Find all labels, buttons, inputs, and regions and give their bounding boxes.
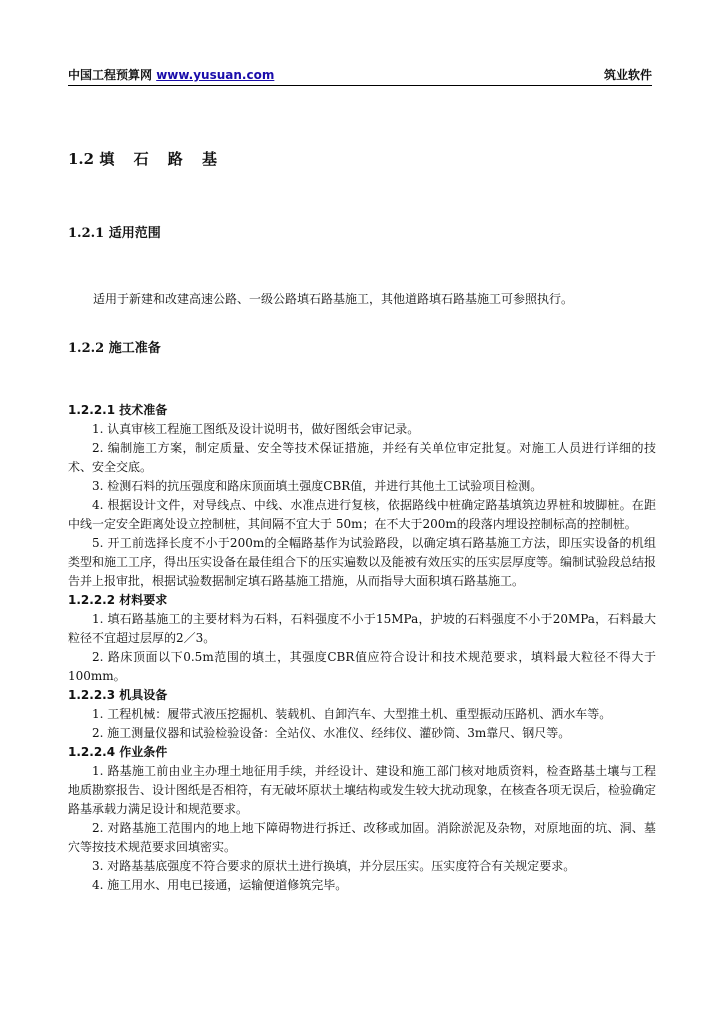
scope-paragraph: 适用于新建和改建高速公路、一级公路填石路基施工，其他道路填石路基施工可参照执行。 [93, 292, 574, 306]
list-item: 3. 检测石料的抗压强度和路床顶面填土强度CBR值，并进行其他土工试验项目检测。 [92, 479, 543, 493]
list-item: 4. 根据设计文件，对导线点、中线、水准点进行复核，依据路线中桩确定路基填筑边界桩和坡脚桩。在距中线一定安全距离处设立控制桩，其间隔不宜大于 50m；在不大于200m的段落内埋设控制标高的控制桩。 [68, 498, 656, 531]
list-item: 2. 施工测量仪器和试验检验设备：全站仪、水准仪、经纬仪、灌砂筒、3m靠尺、钢尺等。 [92, 726, 571, 740]
list-item: 2. 编制施工方案，制定质量、安全等技术保证措施，并经有关单位审定批复。对施工人员进行详细的技术、安全交底。 [68, 441, 656, 474]
heading-1-2-1: 1.2.1 适用范围 [68, 226, 161, 241]
heading-1-2-2-1: 1.2.2.1 技术准备 [68, 403, 168, 417]
heading-1-2-2-3: 1.2.2.3 机具设备 [68, 688, 168, 702]
list-item: 3. 对路基基底强度不符合要求的原状土进行换填，并分层压实。压实度符合有关规定要求。 [92, 859, 576, 873]
heading-1-2-2: 1.2.2 施工准备 [68, 341, 161, 356]
heading-1-2-2-4: 1.2.2.4 作业条件 [68, 745, 168, 759]
header-site-name: 中国工程预算网 [68, 68, 157, 82]
section-title [68, 148, 224, 169]
header-brand: 筑业软件 [603, 68, 652, 82]
list-item: 2. 对路基施工范围内的地上地下障碍物进行拆迁、改移或加固。消除淤泥及杂物，对原地面的坑、洞、墓穴等按技术规范要求回填密实。 [68, 821, 656, 854]
list-item: 1. 填石路基施工的主要材料为石料，石料强度不小于15MPa，护坡的石料强度不小于20MPa，石料最大粒径不宜超过层厚的2／3。 [68, 612, 656, 645]
list-item: 4. 施工用水、用电已接通，运输便道修筑完毕。 [92, 878, 348, 892]
header-url-link[interactable]: www.yusuan.com [156, 68, 275, 82]
heading-1-2-2-2: 1.2.2.2 材料要求 [68, 593, 168, 607]
list-item: 2. 路床顶面以下0.5m范围的填土，其强度CBR值应符合设计和技术规范要求，填料最大粒径不得大于100mm。 [68, 650, 656, 683]
list-item: 1. 路基施工前由业主办理土地征用手续，并经设计、建设和施工部门核对地质资料，检查路基土壤与工程地质勘察报告、设计图纸是否相符，有无破坏原状土壤结构或发生较大扰动现象，在核查各项无误后，检验确定路基承载力满足设计和规范要求。 [68, 764, 657, 816]
list-item: 1. 认真审核工程施工图纸及设计说明书，做好图纸会审记录。 [92, 422, 420, 436]
section-title-text: 填 石 路 基 [99, 150, 225, 168]
section-number: 1.2 [68, 150, 95, 168]
list-item: 5. 开工前选择长度不小于200m的全幅路基作为试验路段，以确定填石路基施工方法，即压实设备的机组类型和施工工序，得出压实设备在最佳组合下的压实遍数以及能被有效压实的压实层厚度等。编制试验段总结报告并上报审批，根据试验数据制定填石路基施工措施，从而指导大面积填石路基施工。 [68, 536, 657, 588]
page-header [68, 68, 652, 86]
list-item: 1. 工程机械：履带式液压挖掘机、装载机、自卸汽车、大型推土机、重型振动压路机、洒水车等。 [92, 707, 612, 721]
preparation-body [68, 401, 656, 895]
header-site [68, 66, 274, 83]
